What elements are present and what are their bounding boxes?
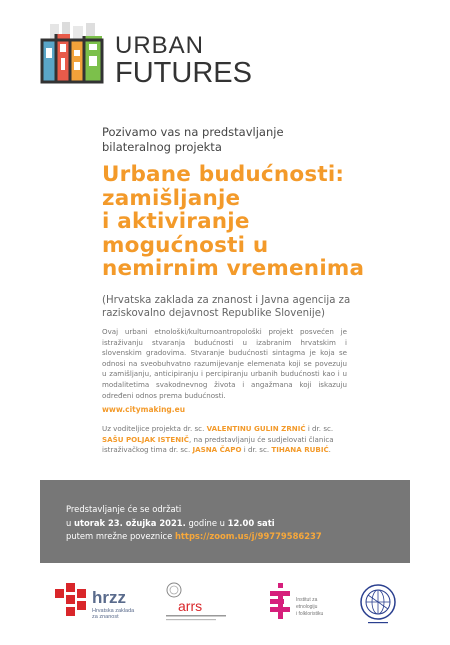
title-line-4: mogućnosti u (102, 232, 269, 258)
globe-seal-icon (361, 585, 395, 623)
ief-logo (270, 583, 323, 619)
hrzz-wordmark: hrzz (92, 588, 126, 607)
hrzz-sub-2: za znanost (92, 614, 119, 620)
event-line-1: Predstavljanje će se održati (66, 504, 182, 514)
leader-name: VALENTINU GULIN ZRNIĆ (206, 424, 306, 433)
member-name: TIHANA RUBIĆ (271, 445, 329, 455)
event-time: 12.00 sati (227, 517, 275, 528)
hrzz-logo (55, 583, 135, 620)
event-line-2: u utorak 23. ožujka 2021. godine u 12.00 sati (66, 517, 275, 528)
event-line-3: putem mrežne poveznice https://zoom.us/j/99779586237 (66, 531, 322, 541)
invitation-text (102, 125, 402, 155)
member-name: JASNA ČAPO (192, 445, 242, 455)
logo-line-futures: FUTURES (115, 57, 252, 89)
ief-text-1: Institut za (296, 597, 318, 603)
logo-wordmark (115, 34, 252, 88)
title-line-3: i aktiviranje (102, 209, 250, 234)
partner-logos (0, 575, 450, 630)
zoom-link[interactable]: https://zoom.us/j/99779586237 (174, 531, 322, 541)
title-line-2: zamišljanje (102, 185, 241, 211)
logo-line-urban: URBAN (115, 32, 205, 59)
project-title (102, 163, 432, 281)
title-line-1: Urbane budućnosti: (102, 162, 345, 187)
title-line-5: nemirnim vremenima (102, 256, 365, 281)
arrs-logo (166, 583, 226, 620)
leader-name: SAŠU POLJAK ISTENIČ (102, 434, 189, 444)
invitation-line-2: bilateralnog projekta (102, 140, 222, 154)
invitation-line-1: Pozivamo vas na predstavljanje (102, 125, 284, 139)
project-leaders-text: Uz voditeljice projekta dr. sc. VALENTINU GULIN ZRNIĆ i dr. sc. SAŠU POLJAK ISTENIČ, na predstavljanju će sudjelovati članica istraživačkog tima dr. sc. JASNA ČAPO i dr. sc. TIHANA RUBIĆ. (102, 424, 334, 455)
project-description: Ovaj urbani etnološki/kulturnoantropološki projekt posvećen je istraživanju stvaranja budućnosti u izabranim hrvatskim i slovenskim gradovima. Stvaranje budućnosti sintagma je koja se odnosi na sveobuhvatno razumijevanje elemenata koji se povezuju u zamišljanju, anticipiranju i percipiranju urbanih budućnosti kao i u modalitetima svakodnevnog života i angažmana koji iskazuju određeni odnos prema budućnosti. (102, 327, 347, 400)
urban-futures-logo-icon (40, 22, 110, 92)
hrzz-sub-1: Hrvatska zaklada (92, 608, 135, 614)
event-info-text (66, 503, 406, 544)
website-link[interactable]: www.citymaking.eu (102, 405, 186, 414)
ief-text-2: etnologiju (296, 604, 318, 610)
funders-text: (Hrvatska zaklada za znanost i Javna agencija za raziskovalno dejavnost Republike Slovenije) (102, 295, 351, 319)
ief-text-3: i folkloristiku (296, 611, 324, 617)
arrs-wordmark: arrs (178, 598, 203, 614)
event-date: utorak 23. ožujka 2021. (73, 517, 186, 528)
